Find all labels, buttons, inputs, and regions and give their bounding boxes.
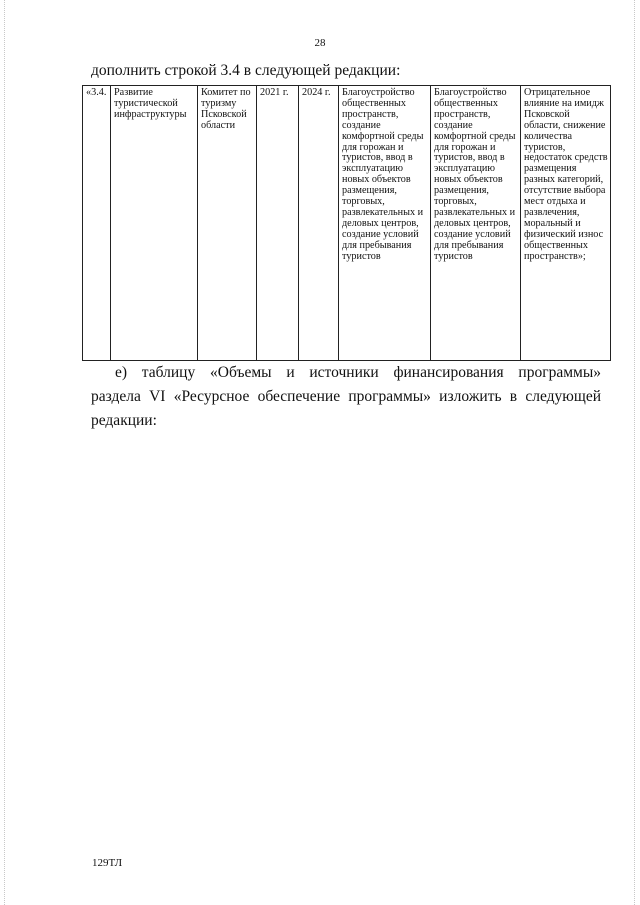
cell-number: «3.4. [83, 86, 111, 361]
cell-consequences: Отрицательное влияние на имидж Псковской области, снижение количества туристов, недостаток средств размещения разных категорий, отсутствие выбора мест отдыха и развлечения, моральный и физический износ общественных пространств»; [521, 86, 611, 361]
intro-text: дополнить строкой 3.4 в следующей редакции: [91, 62, 401, 79]
scan-margin-left [4, 0, 6, 905]
amendment-paragraph [91, 361, 601, 433]
cell-main-directions: Благоустройство общественных пространств, создание комфортной среды для горожан и туристов, ввод в эксплуатацию новых объектов размещения, торговых, развлекательных и деловых центров, создание условий для пребывания туристов [431, 86, 521, 361]
paragraph-line-2: раздела VI «Ресурсное обеспечение программы» изложить в следующей [91, 388, 601, 405]
cell-executor: Комитет по туризму Псковской области [198, 86, 257, 361]
cell-start-year: 2021 г. [257, 86, 299, 361]
document-code: 129ТЛ [92, 857, 123, 869]
paragraph-line-1: е) таблицу «Объемы и источники финансирования программы» [115, 364, 601, 381]
scan-margin-right [634, 0, 636, 905]
cell-end-year: 2024 г. [299, 86, 339, 361]
cell-measure-name: Развитие туристической инфраструктуры [111, 86, 198, 361]
page-number: 28 [314, 37, 326, 49]
cell-expected-result: Благоустройство общественных пространств, создание комфортной среды для горожан и туристов, ввод в эксплуатацию новых объектов размещения, торговых, развлекательных и деловых центров, создание условий для пребывания туристов [339, 86, 431, 361]
table-row [83, 86, 611, 361]
paragraph-line-3: редакции: [91, 412, 157, 429]
program-row-table [82, 85, 611, 361]
